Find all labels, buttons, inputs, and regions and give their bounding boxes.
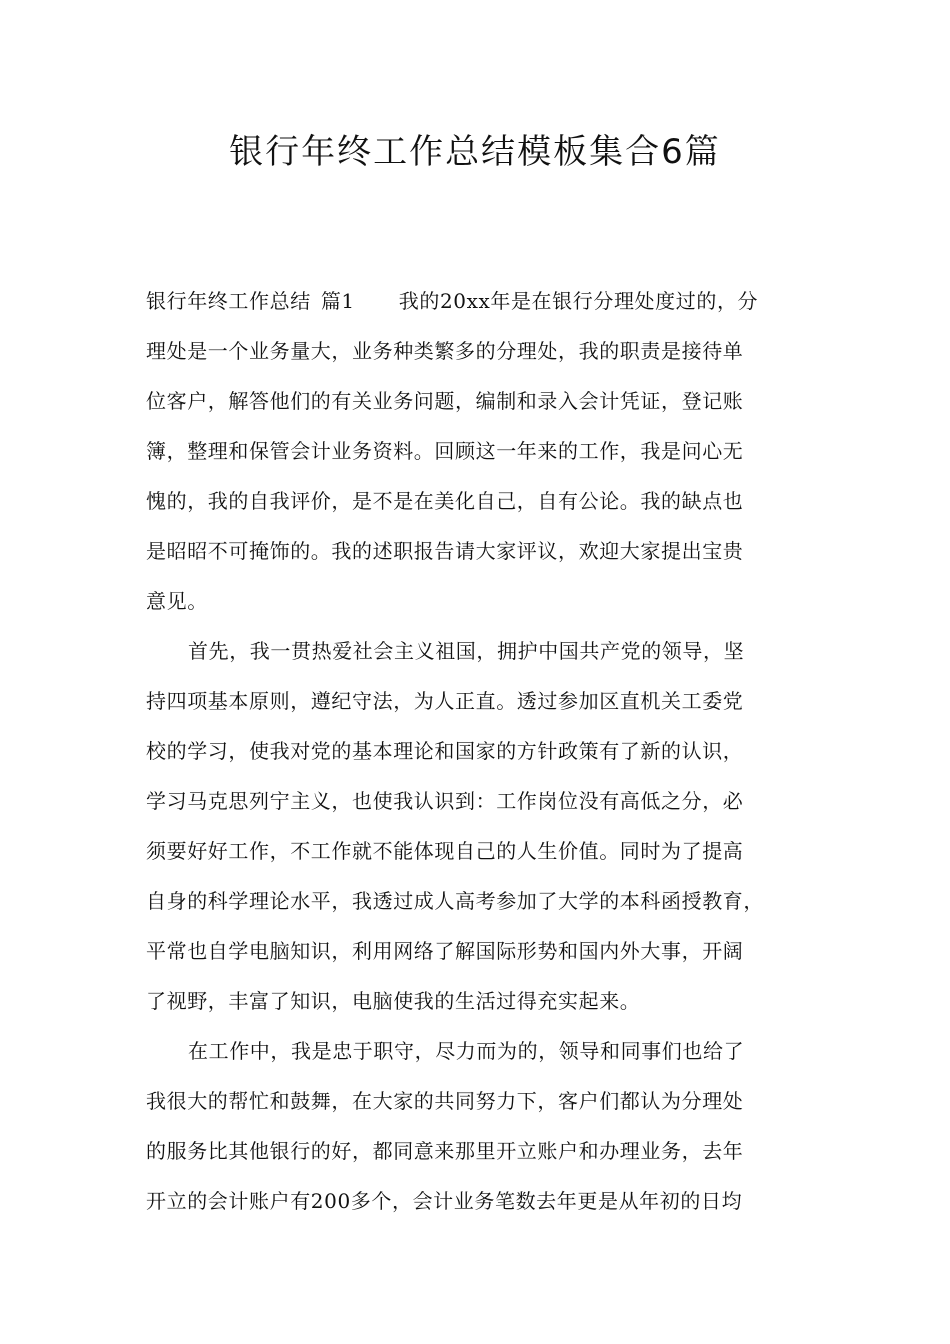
paragraph-line: 了视野，丰富了知识，电脑使我的生活过得充实起来。 <box>146 989 641 1013</box>
paragraph-line: 理处是一个业务量大，业务种类繁多的分理处，我的职责是接待单 <box>146 339 744 363</box>
paragraph-line: 自身的科学理论水平，我透过成人高考参加了大学的本科函授教育， <box>146 889 764 913</box>
section-heading: 银行年终工作总结 <box>146 289 311 313</box>
paragraph-line: 持四项基本原则，遵纪守法，为人正直。透过参加区直机关工委党 <box>146 689 744 713</box>
paragraph-line: 首先，我一贯热爱社会主义祖国，拥护中国共产党的领导，坚 <box>188 639 745 663</box>
paragraph-text: 我的20xx年是在银行分理处度过的，分 <box>398 289 759 313</box>
paragraph-line: 平常也自学电脑知识，利用网络了解国际形势和国内外大事，开阔 <box>146 939 744 963</box>
paragraph-line: 我很大的帮忙和鼓舞，在大家的共同努力下，客户们都认为分理处 <box>146 1089 744 1113</box>
paragraph-line: 校的学习，使我对党的基本理论和国家的方针政策有了新的认识， <box>146 739 744 763</box>
document-title: 银行年终工作总结模板集合6篇 <box>229 132 721 172</box>
paragraph-line: 开立的会计账户有200多个，会计业务笔数去年更是从年初的日均 <box>146 1189 743 1213</box>
paragraph-line: 是昭昭不可掩饰的。我的述职报告请大家评议，欢迎大家提出宝贵 <box>146 539 744 563</box>
paragraph-line: 须要好好工作，不工作就不能体现自己的人生价值。同时为了提高 <box>146 839 744 863</box>
paragraph-line: 簿，整理和保管会计业务资料。回顾这一年来的工作，我是问心无 <box>146 439 744 463</box>
paragraph-line: 在工作中，我是忠于职守，尽力而为的，领导和同事们也给了 <box>188 1039 745 1063</box>
paragraph-line: 学习马克思列宁主义，也使我认识到：工作岗位没有高低之分，必 <box>146 789 744 813</box>
paragraph-line: 位客户，解答他们的有关业务问题，编制和录入会计凭证，登记账 <box>146 389 744 413</box>
section-number: 篇1 <box>320 289 355 313</box>
paragraph-line <box>146 276 826 326</box>
paragraph-line: 的服务比其他银行的好，都同意来那里开立账户和办理业务，去年 <box>146 1139 744 1163</box>
paragraph-line: 意见。 <box>146 589 208 613</box>
paragraph-line: 愧的，我的自我评价，是不是在美化自己，自有公论。我的缺点也 <box>146 489 744 513</box>
